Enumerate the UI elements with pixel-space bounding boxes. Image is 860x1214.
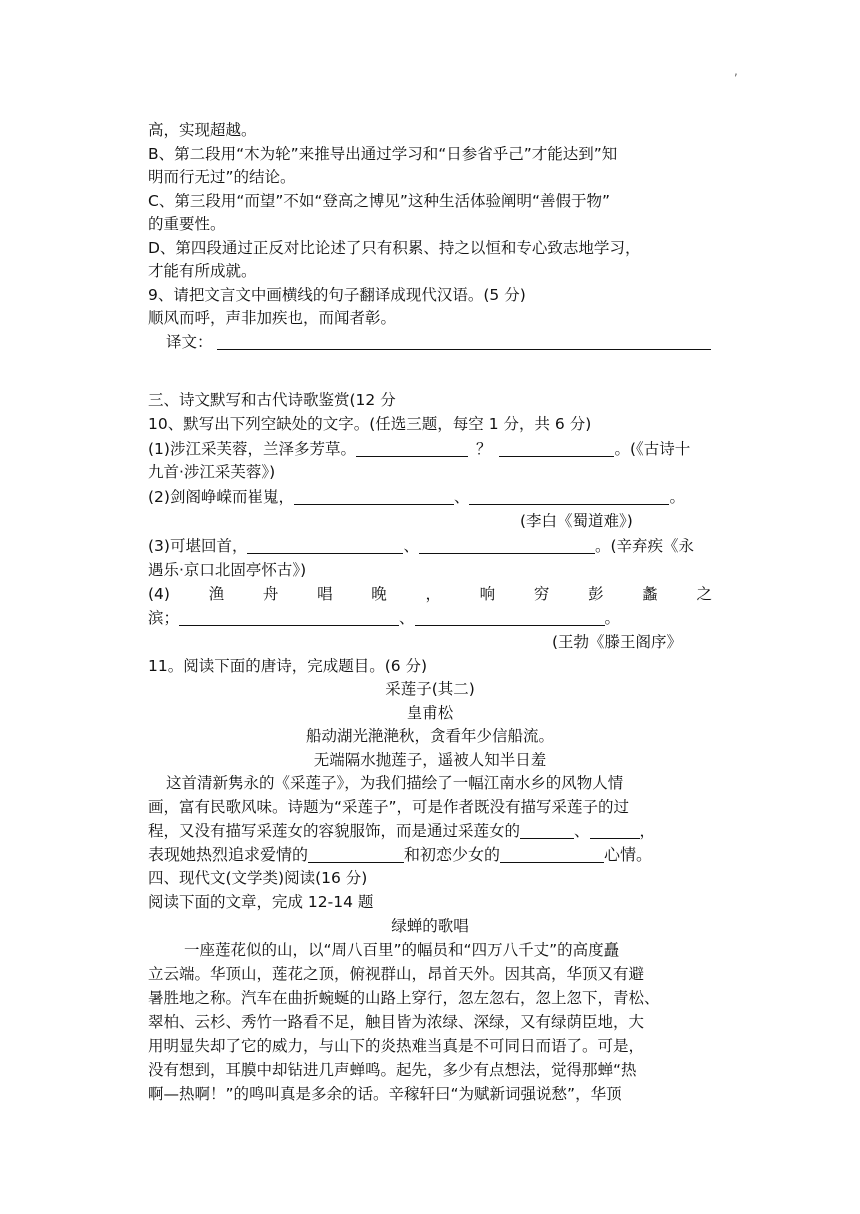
article-title: 绿蝉的歌唱	[391, 917, 469, 935]
q10-item3-source: 。(辛弃疾《永	[594, 537, 695, 555]
q10-item4-char: 渔	[208, 585, 225, 603]
article-line: 立云端。华顶山，莲花之顶，俯视群山，昂首天外。因其高，华顶又有避	[148, 965, 645, 983]
poem-line1: 船动湖光滟滟秋，贪看年少信船流。	[305, 727, 554, 745]
q10-item4-char: 晚	[371, 585, 387, 603]
q11-para-line4	[148, 845, 652, 865]
section3-title: 三、诗文默写和古代诗歌鉴赏(12 分	[148, 391, 396, 409]
q11-para-text: 程，又没有描写采莲女的容貌服饰，而是通过采莲女的	[148, 822, 521, 840]
article-line: 一座莲花似的山，以“周八百里”的幅员和“四万八千丈”的高度矗	[184, 941, 620, 959]
q11-para-text: 和初恋少女的	[404, 845, 501, 864]
option-c-line1: C、第三段用“而望”不如“登高之博见”这种生活体验阐明“善假于物”	[148, 192, 611, 210]
q11-para-text: 表现她热烈追求爱情的	[148, 845, 309, 864]
q9-answer-label: 译文：	[166, 333, 213, 351]
section4-intro: 阅读下面的文章，完成 12-14 题	[148, 893, 374, 911]
q10-item4-char: 舟	[262, 585, 279, 603]
q10-item3-blank1[interactable]	[247, 537, 403, 554]
q10-item4-char: 响	[479, 585, 496, 603]
q10-item1-blank1[interactable]	[356, 440, 468, 457]
poem-line2: 无端隔水抛莲子，遥被人知半日羞	[313, 751, 547, 769]
q10-item4-char: 穷	[533, 585, 550, 603]
q10-item4-char: 蠡	[642, 585, 658, 603]
q10-item2-blank1[interactable]	[294, 488, 454, 505]
q10-item4-row2	[148, 608, 620, 628]
q10-item2-sep: 、	[453, 488, 470, 506]
q10-item4-blank2[interactable]	[415, 609, 605, 626]
section4-title: 四、现代文(文学类)阅读(16 分)	[148, 869, 368, 887]
q10-item2-blank2[interactable]	[469, 488, 669, 505]
q10-item4-sep: 、	[399, 609, 415, 627]
q9-title: 9、请把文言文中画横线的句子翻译成现代汉语。(5 分)	[148, 286, 526, 304]
q11-blank2[interactable]	[590, 822, 640, 839]
q10-item4-source: (王勃《滕王阁序》	[552, 633, 683, 651]
q10-item1-blank2[interactable]	[499, 440, 614, 457]
q11-title: 11。阅读下面的唐诗，完成题目。(6 分)	[148, 657, 428, 675]
q10-item4-char: (4)	[148, 585, 170, 603]
q10-item1-text: (1)涉江采芙蓉，兰泽多芳草。	[148, 440, 356, 458]
q10-item4-text: 滨；	[148, 609, 180, 627]
option-c-line2: 的重要性。	[148, 215, 226, 233]
article-line: 翠柏、云杉、秀竹一路看不足，触目皆为浓绿、深绿，又有绿荫臣地，大	[148, 1013, 645, 1031]
q10-item3-blank2[interactable]	[419, 537, 595, 554]
q10-item1-source-cont: 九首·涉江采芙蓉》)	[148, 463, 276, 481]
q10-item3-text: (3)可堪回首，	[148, 537, 248, 555]
q10-item1-source: 。(《古诗十	[614, 440, 691, 458]
q9-answer-row	[166, 332, 711, 352]
article-line: 暑胜地之称。汽车在曲折蜿蜒的山路上穿行，忽左忽右，忽上忽下，青松、	[148, 989, 660, 1007]
q11-para-text: 心情。	[604, 845, 653, 864]
option-d-line1: D、第四段通过正反对比论述了只有积累、持之以恒和专心致志地学习，	[148, 239, 641, 257]
poem-title: 采莲子(其二)	[385, 680, 475, 698]
q11-para-line3	[148, 821, 655, 841]
poem-author: 皇甫松	[406, 704, 454, 722]
q10-item3-sep: 、	[403, 537, 419, 555]
q10-item4-char: 唱	[317, 585, 333, 603]
q10-item2-text: (2)剑阁峥嵘而崔嵬，	[148, 488, 294, 506]
q10-item4-end: 。	[604, 609, 621, 627]
q10-item1-row	[148, 439, 690, 459]
q10-item4-char: 彭	[588, 585, 604, 603]
q11-blank1[interactable]	[520, 822, 574, 839]
article-line: 啊—热啊！”的鸣叫真是多余的话。辛稼轩曰“为赋新词强说愁”，华顶	[148, 1085, 622, 1103]
q11-comma: ，	[639, 822, 656, 840]
option-b-line2: 明而行无过”的结论。	[148, 168, 296, 186]
article-line: 用明显失却了它的威力，与山下的炎热难当真是不可同日而语了。可是，	[148, 1037, 645, 1055]
q10-item2-end: 。	[669, 488, 685, 506]
q11-para-line1: 这首清新隽永的《采莲子》，为我们描绘了一幅江南水乡的风物人情	[166, 774, 624, 792]
q10-item3-source-cont: 遇乐·京口北固亭怀古》)	[148, 561, 307, 579]
option-b-line1: B、第二段用“木为轮”来推导出通过学习和“日参省乎己”才能达到”知	[148, 145, 618, 163]
q11-blank3[interactable]	[308, 846, 404, 863]
q10-item3-row	[148, 536, 694, 556]
q10-item4-blank1[interactable]	[179, 609, 399, 626]
option-a-tail: 高，实现超越。	[148, 121, 257, 139]
option-d-line2: 才能有所成就。	[148, 262, 257, 280]
article-line: 没有想到，耳膜中却钻进几声蝉鸣。起先，多少有点想法，觉得那蝉“热	[148, 1061, 637, 1079]
q10-title: 10、默写出下列空缺处的文字。(任选三题，每空 1 分，共 6 分)	[148, 415, 592, 433]
q10-item2-source: (李白《蜀道难》)	[520, 512, 633, 530]
q10-item2-row	[148, 487, 685, 507]
q10-item4-char: ，	[425, 585, 441, 603]
q11-para-line2: 画，富有民歌风味。诗题为“采莲子”，可是作者既没有描写采莲子的过	[148, 798, 630, 816]
q10-item4-row	[148, 584, 712, 604]
page-corner-mark: ,	[734, 64, 738, 78]
q9-sentence: 顺风而呼，声非加疾也，而闻者彰。	[148, 309, 397, 327]
q11-sep: 、	[574, 822, 590, 840]
q10-item4-char: 之	[696, 585, 712, 603]
q10-item1-question: ？	[475, 440, 492, 458]
q11-blank4[interactable]	[500, 846, 604, 863]
q9-answer-blank[interactable]	[217, 333, 711, 350]
